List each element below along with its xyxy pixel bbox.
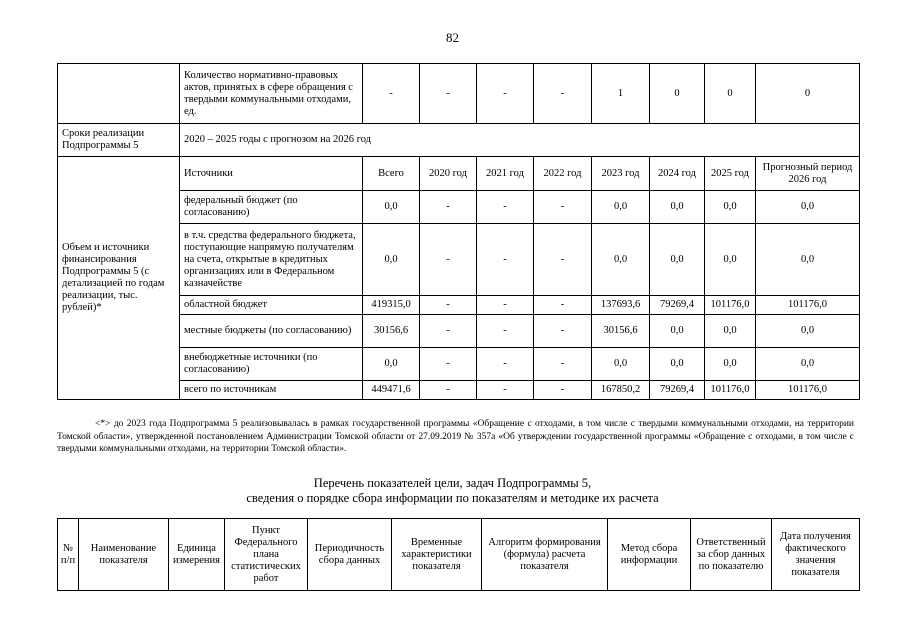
table-cell: 30156,6 — [363, 315, 420, 348]
npa-row-empty-cell — [58, 64, 180, 124]
header-cell: 2021 год — [477, 157, 534, 191]
table-cell: - — [420, 224, 477, 296]
npa-value: - — [420, 64, 477, 124]
header-cell: 2025 год — [705, 157, 756, 191]
table-cell: - — [534, 224, 592, 296]
table-cell: - — [477, 224, 534, 296]
table-cell: 0,0 — [592, 191, 650, 224]
table-cell: - — [420, 296, 477, 315]
table-cell: - — [534, 381, 592, 400]
header-cell: Дата получения фактического значения показателя — [772, 519, 860, 591]
source-label: федеральный бюджет (по согласованию) — [180, 191, 363, 224]
table-cell: 0,0 — [363, 348, 420, 381]
npa-value: 0 — [705, 64, 756, 124]
table-cell: 30156,6 — [592, 315, 650, 348]
table-cell: - — [477, 296, 534, 315]
indicators-table — [57, 518, 860, 591]
header-cell: Периодичность сбора данных — [308, 519, 392, 591]
table-cell: 0,0 — [705, 315, 756, 348]
table-cell: - — [477, 381, 534, 400]
header-cell: № п/п — [58, 519, 79, 591]
table-cell: - — [534, 348, 592, 381]
header-cell: 2023 год — [592, 157, 650, 191]
npa-row — [58, 64, 860, 124]
table-cell: 0,0 — [756, 348, 860, 381]
table-cell: - — [420, 381, 477, 400]
table-cell: 0,0 — [650, 315, 705, 348]
table-cell: 101176,0 — [756, 381, 860, 400]
table-cell: 101176,0 — [705, 296, 756, 315]
header-cell: Наименование показателя — [79, 519, 169, 591]
npa-value: - — [534, 64, 592, 124]
section-title-line: сведения о порядке сбора информации по показателям и методике их расчета — [246, 491, 659, 505]
table-cell: 0,0 — [592, 348, 650, 381]
header-cell: Алгоритм формирования (формула) расчета показателя — [482, 519, 608, 591]
table-cell: - — [534, 191, 592, 224]
source-label: местные бюджеты (по согласованию) — [180, 315, 363, 348]
header-cell: 2020 год — [420, 157, 477, 191]
table-cell: - — [534, 315, 592, 348]
section-title-line: Перечень показателей цели, задач Подпрограммы 5, — [313, 476, 592, 490]
header-cell: Пункт Федерального плана статистических работ — [225, 519, 308, 591]
table-cell: - — [477, 315, 534, 348]
table-cell: 0,0 — [363, 224, 420, 296]
npa-row-label: Количество нормативно-правовых актов, принятых в сфере обращения с твердыми коммунальными отходами, ед. — [180, 64, 363, 124]
table-cell: 0,0 — [756, 315, 860, 348]
table-cell: 101176,0 — [756, 296, 860, 315]
finance-table — [57, 63, 860, 400]
source-label: внебюджетные источники (по согласованию) — [180, 348, 363, 381]
table-cell: 101176,0 — [705, 381, 756, 400]
header-cell: Единица измерения — [169, 519, 225, 591]
table-cell: 167850,2 — [592, 381, 650, 400]
table-cell: 79269,4 — [650, 381, 705, 400]
npa-value: 0 — [756, 64, 860, 124]
table-cell: 137693,6 — [592, 296, 650, 315]
header-cell: Прогнозный период 2026 год — [756, 157, 860, 191]
source-label: областной бюджет — [180, 296, 363, 315]
table-cell: - — [477, 348, 534, 381]
finance-header-row — [58, 157, 860, 191]
section-title — [0, 476, 905, 506]
header-cell: 2024 год — [650, 157, 705, 191]
terms-value: 2020 – 2025 годы с прогнозом на 2026 год — [180, 124, 860, 157]
terms-label: Сроки реализации Подпрограммы 5 — [58, 124, 180, 157]
table-cell: 0,0 — [756, 191, 860, 224]
table-cell: 0,0 — [705, 191, 756, 224]
header-cell: Ответственный за сбор данных по показателю — [691, 519, 772, 591]
table-cell: 0,0 — [650, 348, 705, 381]
header-cell: Метод сбора информации — [608, 519, 691, 591]
npa-value: 0 — [650, 64, 705, 124]
table-cell: - — [534, 296, 592, 315]
table-cell: 0,0 — [592, 224, 650, 296]
table-cell: - — [477, 191, 534, 224]
header-cell: Источники — [180, 157, 363, 191]
table-cell: - — [420, 348, 477, 381]
table-cell: 79269,4 — [650, 296, 705, 315]
terms-row — [58, 124, 860, 157]
table-cell: 0,0 — [363, 191, 420, 224]
footnote: <*> до 2023 года Подпрограмма 5 реализовывалась в рамках государственной программы «Обращение с отходами, в том числе с твердыми коммунальными отходами, на территории Томской области», утвержденной постановлением Администрации Томской области от 27.09.2019 № 357а «Об утверждении государственной программы «Обращение с отходами, в том числе с твердыми коммунальными отходами, на территории Томской области». — [57, 419, 854, 454]
npa-value: - — [477, 64, 534, 124]
indicators-header-row — [58, 519, 860, 591]
table-cell: 0,0 — [705, 224, 756, 296]
header-cell: Всего — [363, 157, 420, 191]
header-cell: 2022 год — [534, 157, 592, 191]
npa-value: - — [363, 64, 420, 124]
volume-label: Объем и источники финансирования Подпрограммы 5 (с детализацией по годам реализации, тыс. рублей)* — [58, 157, 180, 400]
page-number: 82 — [446, 30, 459, 45]
table-cell: 0,0 — [756, 224, 860, 296]
table-cell: - — [420, 315, 477, 348]
table-cell: 0,0 — [650, 224, 705, 296]
table-cell: - — [420, 191, 477, 224]
table-cell: 0,0 — [705, 348, 756, 381]
table-cell: 419315,0 — [363, 296, 420, 315]
table-cell: 449471,6 — [363, 381, 420, 400]
npa-value: 1 — [592, 64, 650, 124]
header-cell: Временные характеристики показателя — [392, 519, 482, 591]
source-label: всего по источникам — [180, 381, 363, 400]
table-cell: 0,0 — [650, 191, 705, 224]
source-label: в т.ч. средства федерального бюджета, поступающие напрямую получателям на счета, открытые в кредитных организациях или в Федеральном казначействе — [180, 224, 363, 296]
